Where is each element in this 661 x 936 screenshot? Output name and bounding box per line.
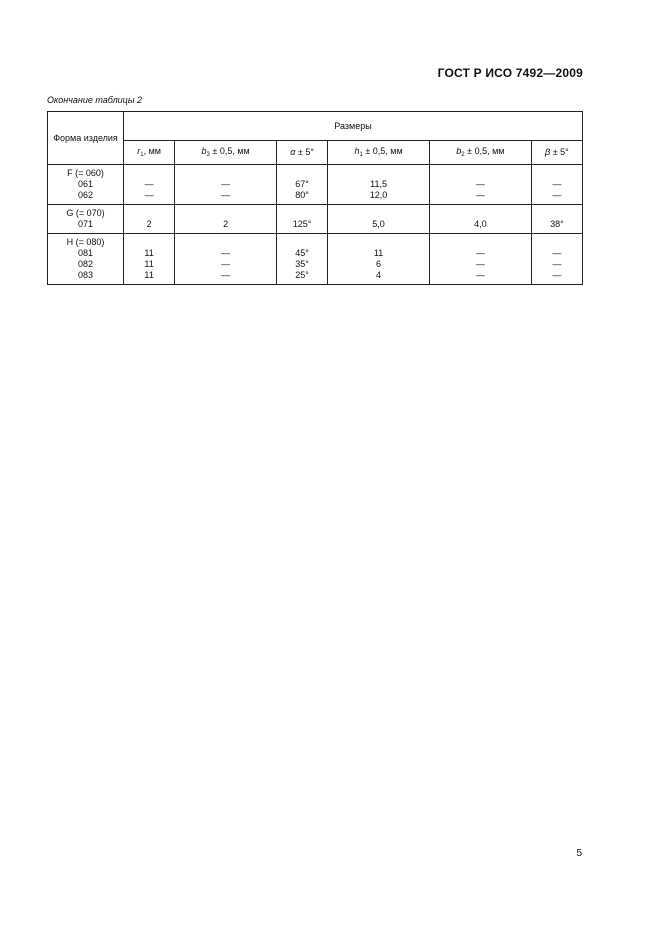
- column-header-suffix: ± 0,5, мм: [464, 146, 505, 157]
- column-header-6: [531, 140, 582, 164]
- table-row-group: [48, 205, 583, 234]
- cell-value: —: [475, 248, 485, 258]
- cell-value: [430, 168, 531, 179]
- cell-value: —: [221, 259, 231, 269]
- form-value: F (= 060): [67, 168, 104, 178]
- cell-value: —: [221, 248, 231, 258]
- value-cell: [175, 165, 277, 205]
- value-cell: [124, 165, 175, 205]
- value-cell: [531, 205, 582, 234]
- cell-value: 4,0: [474, 219, 487, 229]
- cell-value: [277, 168, 327, 179]
- value-cell: [531, 234, 582, 285]
- cell-value: [124, 237, 174, 248]
- cell-value: [124, 208, 174, 219]
- cell-value: [532, 168, 582, 179]
- form-column-header: Форма изделия: [48, 112, 124, 165]
- column-header-subscript: 2: [461, 152, 465, 159]
- cell-value: 80°: [295, 190, 309, 200]
- cell-value: —: [475, 179, 485, 189]
- value-cell: [277, 234, 328, 285]
- form-cell: [48, 165, 124, 205]
- column-header-suffix: ± 5°: [295, 147, 314, 158]
- cell-value: 125°: [292, 219, 312, 229]
- column-header-subscript: 1: [359, 152, 363, 159]
- cell-value: 12,0: [369, 190, 388, 200]
- column-header-variable: h: [354, 146, 360, 157]
- cell-value: 2: [146, 219, 152, 229]
- form-value: H (= 080): [66, 237, 105, 247]
- cell-value: [430, 237, 531, 248]
- column-header-variable: b: [201, 146, 207, 157]
- cell-value: [328, 237, 429, 248]
- cell-value: 5,0: [372, 219, 385, 229]
- cell-value: 2: [223, 219, 229, 229]
- cell-value: —: [552, 179, 562, 189]
- value-cell: [175, 205, 277, 234]
- value-cell: [429, 165, 531, 205]
- form-value: 071: [77, 219, 94, 229]
- cell-value: 45°: [295, 248, 309, 258]
- cell-value: —: [144, 190, 154, 200]
- column-header-suffix: ± 5°: [550, 147, 569, 158]
- cell-value: —: [475, 259, 485, 269]
- column-header-suffix: ± 0,5, мм: [362, 146, 403, 157]
- table-row-group: [48, 165, 583, 205]
- form-value: 081: [77, 248, 94, 258]
- value-cell: [175, 234, 277, 285]
- cell-value: 11: [373, 248, 384, 258]
- cell-value: [328, 168, 429, 179]
- cell-value: 11: [144, 259, 154, 269]
- cell-value: [532, 237, 582, 248]
- column-header-suffix: ± 0,5, мм: [209, 146, 250, 157]
- value-cell: [328, 205, 430, 234]
- cell-value: —: [144, 179, 154, 189]
- column-header-4: [328, 140, 430, 164]
- cell-value: [175, 168, 276, 179]
- value-cell: [429, 205, 531, 234]
- table-body: [48, 165, 583, 285]
- column-header-suffix: , мм: [143, 146, 161, 157]
- form-value: G (= 070): [66, 208, 105, 218]
- table-row-group: [48, 234, 583, 285]
- cell-value: [532, 208, 582, 219]
- cell-value: 38°: [550, 219, 564, 229]
- cell-value: [175, 208, 276, 219]
- column-header-variable: r: [137, 146, 141, 157]
- value-cell: [328, 234, 430, 285]
- cell-value: [277, 208, 327, 219]
- cell-value: —: [475, 190, 485, 200]
- value-cell: [429, 234, 531, 285]
- table-caption: Окончание таблицы 2: [47, 95, 142, 105]
- cell-value: 11,5: [370, 179, 387, 189]
- cell-value: [277, 237, 327, 248]
- value-cell: [277, 205, 328, 234]
- cell-value: —: [221, 270, 231, 280]
- column-header-2: [175, 140, 277, 164]
- table-subheader-row: [48, 140, 583, 164]
- column-header-subscript: 3: [206, 152, 210, 159]
- cell-value: [175, 237, 276, 248]
- cell-value: —: [552, 259, 562, 269]
- page-number: 5: [576, 848, 582, 859]
- cell-value: —: [552, 270, 562, 280]
- column-header-5: [429, 140, 531, 164]
- form-value: 082: [77, 259, 94, 269]
- cell-value: —: [221, 179, 231, 189]
- value-cell: [277, 165, 328, 205]
- form-value: 083: [77, 270, 94, 280]
- cell-value: [430, 208, 531, 219]
- column-header-variable: β: [545, 147, 551, 158]
- value-cell: [124, 205, 175, 234]
- cell-value: 35°: [295, 259, 309, 269]
- column-header-3: [277, 140, 328, 164]
- cell-value: 11: [144, 270, 154, 280]
- form-cell: [48, 234, 124, 285]
- column-header-variable: b: [456, 146, 462, 157]
- standard-designation: ГОСТ Р ИСО 7492—2009: [437, 66, 583, 80]
- cell-value: 11: [144, 248, 154, 258]
- cell-value: —: [552, 248, 562, 258]
- value-cell: [531, 165, 582, 205]
- cell-value: [124, 168, 174, 179]
- dimensions-table: [47, 111, 583, 285]
- cell-value: —: [221, 190, 231, 200]
- cell-value: 67°: [295, 179, 309, 189]
- column-header-variable: α: [290, 147, 296, 158]
- form-cell: [48, 205, 124, 234]
- cell-value: 6: [376, 259, 382, 269]
- sizes-group-header: Размеры: [124, 112, 583, 141]
- form-value: 061: [77, 179, 94, 189]
- cell-value: —: [475, 270, 485, 280]
- cell-value: 4: [376, 270, 382, 280]
- value-cell: [328, 165, 430, 205]
- cell-value: —: [552, 190, 562, 200]
- column-header-subscript: 1: [140, 152, 144, 159]
- column-header-1: [124, 140, 175, 164]
- table-header-row: [48, 112, 583, 141]
- form-value: 062: [77, 190, 94, 200]
- value-cell: [124, 234, 175, 285]
- cell-value: [328, 208, 429, 219]
- cell-value: 25°: [295, 270, 309, 280]
